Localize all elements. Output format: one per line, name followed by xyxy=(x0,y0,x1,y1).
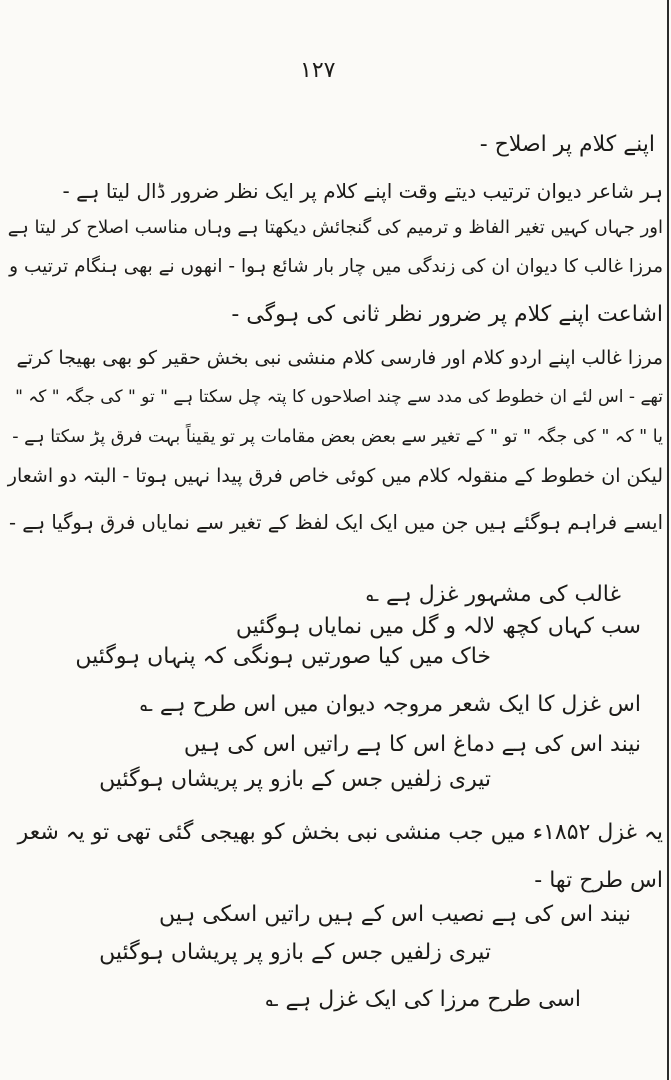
verse-line-4: تیری زلفیں جس کے بازو پر پریشاں ہوگئیں xyxy=(99,767,491,792)
text-line-4: اشاعت اپنے کلام پر ضرور نظر ثانی کی ہوگی - xyxy=(231,302,663,327)
verse-line-1: سب کہاں کچھ لالہ و گل میں نمایاں ہوگئیں xyxy=(235,614,641,639)
text-line-9: ایسے فراہم ہوگئے ہیں جن میں ایک ایک لفظ کے تغیر سے نمایاں فرق ہوگیا ہے - xyxy=(9,511,663,534)
text-line-13: اس طرح تھا - xyxy=(534,868,663,893)
text-line-7: یا " کہ " کی جگہ " تو " کے تغیر سے بعض بعض مقامات پر تو یقیناً بہت فرق پڑ سکتا ہے - xyxy=(12,427,663,447)
text-line-11: اس غزل کا ایک شعر مروجہ دیوان میں اس طرح ہے ؎ xyxy=(139,692,641,717)
text-line-12: یہ غزل ۱۸۵۲ء میں جب منشی نبی بخش کو بھیجی گئی تھی تو یہ شعر xyxy=(17,820,663,845)
text-line-1: ہر شاعر دیوان ترتیب دیتے وقت اپنے کلام پر ایک نظر ضرور ڈال لیتا ہے - xyxy=(62,179,663,203)
text-line-14: اسی طرح مرزا کی ایک غزل ہے ؎ xyxy=(265,987,581,1012)
page-number: ١٢٧ xyxy=(300,58,336,83)
text-line-5: مرزا غالب اپنے اردو کلام اور فارسی کلام منشی نبی بخش حقیر کو بھی بھیجا کرتے xyxy=(16,347,663,369)
verse-line-2: خاک میں کیا صورتیں ہونگی کہ پنہاں ہوگئیں xyxy=(75,644,491,669)
verse-line-5: نیند اس کی ہے نصیب اس کے ہیں راتیں اسکی ہیں xyxy=(158,902,631,927)
text-line-8: لیکن ان خطوط کے منقولہ کلام میں کوئی خاص فرق پیدا نہیں ہوتا - البتہ دو اشعار xyxy=(7,465,663,487)
verse-line-3: نیند اس کی ہے دماغ اس کا ہے راتیں اس کی ہیں xyxy=(183,732,641,757)
verse-line-6: تیری زلفیں جس کے بازو پر پریشاں ہوگئیں xyxy=(99,940,491,965)
text-line-3: مرزا غالب کا دیوان ان کی زندگی میں چار بار شائع ہوا - انھوں نے بھی ہنگام ترتیب و xyxy=(9,256,663,277)
text-line-6: تھے - اس لئے ان خطوط کی مدد سے چند اصلاحوں کا پتہ چل سکتا ہے " تو " کی جگہ " کہ " xyxy=(15,387,663,407)
text-line-2: اور جہاں کہیں تغیر الفاظ و ترمیم کی گنجائش دیکھتا ہے وہاں مناسب اصلاح کر لیتا ہے xyxy=(7,217,663,238)
section-heading: اپنے کلام پر اصلاح - xyxy=(479,132,655,157)
page-edge-line xyxy=(667,0,669,1080)
text-line-10: غالب کی مشہور غزل ہے ؎ xyxy=(366,582,621,607)
